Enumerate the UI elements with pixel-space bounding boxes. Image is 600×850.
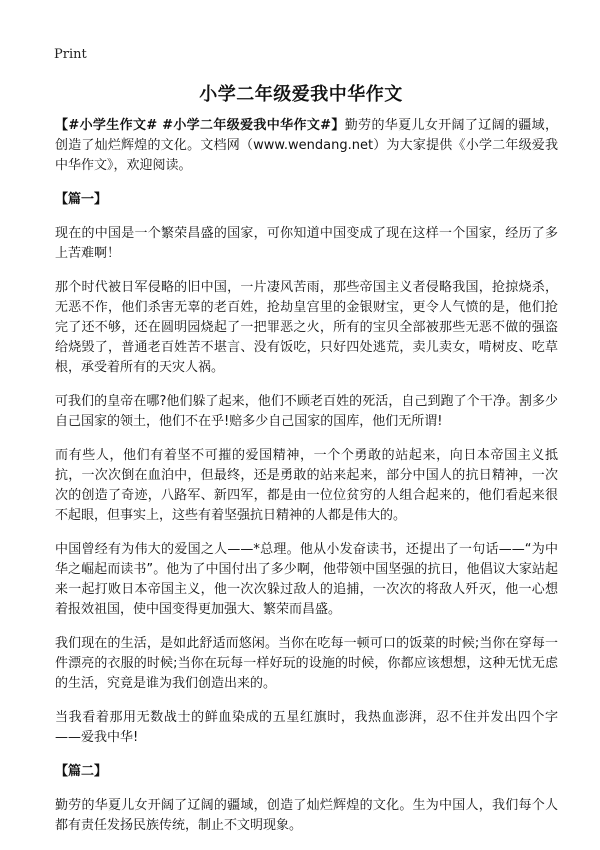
paragraph: 勤劳的华夏儿女开阔了辽阔的疆域，创造了灿烂辉煌的文化。生为中国人，我们每个人都有责任发扬民族传统，制止不文明现象。 — [55, 798, 558, 833]
paragraph: 我们现在的生活，是如此舒适而悠闲。当你在吃每一顿可口的饭菜的时候;当你在穿每一件漂亮的衣服的时候;当你在玩每一样好玩的设施的时候，你都应该想想，这种无忧无虑的生活，究竟是谁为我们创造出来的。 — [55, 636, 558, 691]
print-link[interactable]: Print — [54, 47, 87, 62]
page-title: 小学二年级爱我中华作文 — [199, 84, 403, 105]
intro-paragraph — [55, 116, 558, 176]
paragraph: 现在的中国是一个繁荣昌盛的国家，可你知道中国变成了现在这样一个国家，经历了多上苦难啊！ — [55, 226, 558, 261]
section-heading-2: 【篇二】 — [55, 764, 108, 779]
paragraph: 那个时代被日军侵略的旧中国，一片凄风苦雨，那些帝国主义者侵略我国，抢掠烧杀，无恶不作，他们杀害无辜的老百姓，抢劫皇宫里的金银财宝，更令人气愤的是，他们抢完了还不够，还在圆明园烧起了一把罪恶之火，所有的宝贝全部被那些无恶不做的强盗给烧毁了，普通老百姓苦不堪言、没有饭吃，只好四处逃荒，卖儿卖女，啃树皮、吃草根，承受着所有的天灾人祸。 — [55, 280, 558, 375]
intro-tags: 【#小学生作文# #小学二年级爱我中华作文#】 — [55, 118, 345, 133]
article-body — [55, 116, 558, 850]
paragraph: 可我们的皇帝在哪?他们躲了起来，他们不顾老百姓的死活，自己到跑了个干净。割多少自己国家的领土，他们不在乎!赔多少自己国家的国库，他们无所谓! — [55, 394, 558, 429]
paragraph: 中国曾经有为伟大的爱国之人——*总理。他从小发奋读书，还提出了一句话——“为中华之崛起而读书”。他为了中国付出了多少啊，他带领中国坚强的抗日，他倡议大家站起来一起打败日本帝国主义，他一次次躲过敌人的追捕，一次次的将敌人歼灭，他一心想着报效祖国，使中国变得更加强大、繁荣而昌盛。 — [55, 542, 558, 617]
paragraph: 而有些人，他们有着坚不可摧的爱国精神，一个个勇敢的站起来，向日本帝国主义抵抗，一次次倒在血泊中，但最终，还是勇敢的站来起来，部分中国人的抗日精神，一次次的创造了奇迹，八路军、新四军，都是由一位位贫穷的人组合起来的，他们看起来很不起眼，但事实上，这些有着坚强抗日精神的人都是伟大的。 — [55, 448, 558, 523]
paragraph: 当我看着那用无数战士的鲜血染成的五星红旗时，我热血澎湃，忍不住并发出四个字——爱我中华! — [55, 710, 558, 745]
section-heading-1: 【篇一】 — [55, 192, 108, 207]
intro-text: 勤劳的华夏儿女开阔了辽阔的疆域，创造了灿烂辉煌的文化。文档网（www.wendang.net）为大家提供《小学二年级爱我中华作文》，欢迎阅读。 — [55, 118, 558, 173]
